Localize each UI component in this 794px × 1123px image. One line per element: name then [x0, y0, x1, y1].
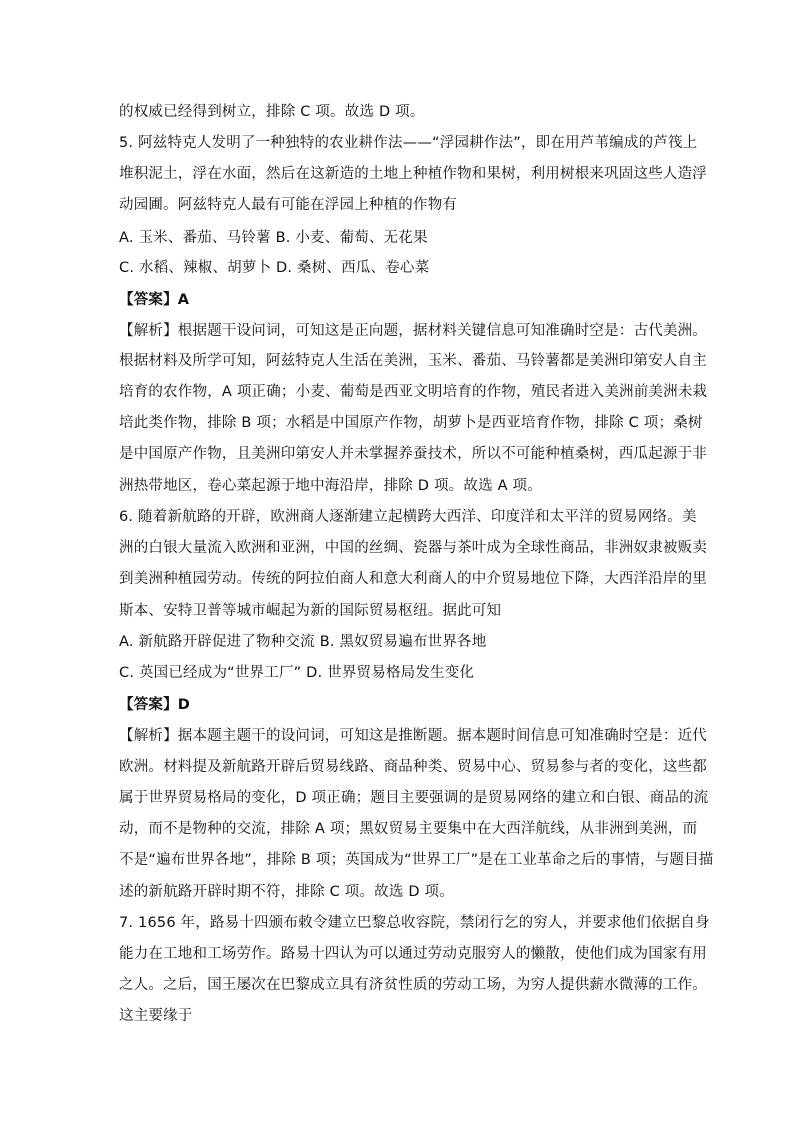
question-5-analysis: 【解析】根据题干设问词，可知这是正向题，据材料关键信息可知准确时空是：古代美洲。 — [119, 323, 707, 339]
text-line: 培此类作物，排除 B 项；水稻是中国原产作物，胡萝卜是西亚培育作物，排除 C 项；桑树 — [119, 415, 703, 431]
text-line: 堆积泥土，浮在水面，然后在这新造的土地上种植作物和果树，利用树根来巩固这些人造浮 — [119, 166, 707, 182]
question-5-stem: 5. 阿兹特克人发明了一种独特的农业耕作法——“浮园耕作法”，即在用芦苇编成的芦筏上 — [119, 135, 698, 151]
text-line: 属于世界贸易格局的变化，D 项正确；题目主要强调的是贸易网络的建立和白银、商品的流 — [119, 790, 709, 806]
text-line: 的权威已经得到树立，排除 C 项。故选 D 项。 — [119, 104, 425, 120]
text-line: 述的新航路开辟时期不符，排除 C 项。故选 D 项。 — [119, 884, 454, 900]
text-line: 洲的白银大量流入欧洲和亚洲，中国的丝绸、瓷器与茶叶成为全球性商品，非洲奴隶被贩卖 — [119, 540, 707, 556]
text-line: 到美洲种植园劳动。传统的阿拉伯商人和意大利商人的中介贸易地位下降，大西洋沿岸的里 — [119, 571, 707, 587]
text-line: 洲热带地区，卷心菜起源于地中海沿岸，排除 D 项。故选 A 项。 — [119, 478, 542, 494]
question-5-options-ab: A. 玉米、番茄、马铃薯 B. 小麦、葡萄、无花果 — [119, 230, 428, 246]
question-5-options-cd: C. 水稻、辣椒、胡萝卜 D. 桑树、西瓜、卷心菜 — [119, 260, 430, 276]
text-line: 不是“遍布世界各地”，排除 B 项；英国成为“世界工厂”是在工业革命之后的事情，与题目描 — [119, 852, 714, 868]
question-7-stem: 7. 1656 年，路易十四颁布敕令建立巴黎总收容院，禁闭行乞的穷人，并要求他们依据自身 — [119, 915, 710, 931]
text-line: 培育的农作物，A 项正确；小麦、葡萄是西亚文明培育的作物，殖民者进入美洲前美洲未栽 — [119, 384, 708, 400]
text-line: 欧洲。材料提及新航路开辟后贸易线路、商品种类、贸易中心、贸易参与者的变化，这些都 — [119, 759, 707, 775]
text-line: 根据材料及所学可知，阿兹特克人生活在美洲，玉米、番茄、马铃薯都是美洲印第安人自主 — [119, 353, 707, 369]
question-5-answer: 【答案】A — [119, 292, 190, 308]
question-6-answer: 【答案】D — [119, 697, 191, 713]
text-line: 这主要缘于 — [119, 1008, 193, 1024]
question-6-analysis: 【解析】据本题主题干的设问词，可知这是推断题。据本题时间信息可知准确时空是：近代 — [119, 728, 707, 744]
text-line: 能力在工地和工场劳作。路易十四认为可以通过劳动克服穷人的懒散，使他们成为国家有用 — [119, 946, 707, 962]
text-line: 斯本、安特卫普等城市崛起为新的国际贸易枢纽。据此可知 — [119, 603, 502, 619]
question-6-options-cd: C. 英国已经成为“世界工厂” D. 世界贸易格局发生变化 — [119, 665, 475, 681]
text-line: 动，而不是物种的交流，排除 A 项；黑奴贸易主要集中在大西洋航线，从非洲到美洲，而 — [119, 821, 698, 837]
question-6-stem: 6. 随着新航路的开辟，欧洲商人逐渐建立起横跨大西洋、印度洋和太平洋的贸易网络。美 — [119, 509, 697, 525]
text-line: 之人。之后，国王屡次在巴黎成立具有济贫性质的劳动工场，为穷人提供薪水微薄的工作。 — [119, 977, 707, 993]
text-line: 动园圃。阿兹特克人最有可能在浮园上种植的作物有 — [119, 197, 458, 213]
question-6-options-ab: A. 新航路开辟促进了物种交流 B. 黑奴贸易遍布世界各地 — [119, 634, 487, 650]
text-line: 是中国原产作物，且美洲印第安人并未掌握养蚕技术，所以不可能种植桑树，西瓜起源于非 — [119, 446, 707, 462]
